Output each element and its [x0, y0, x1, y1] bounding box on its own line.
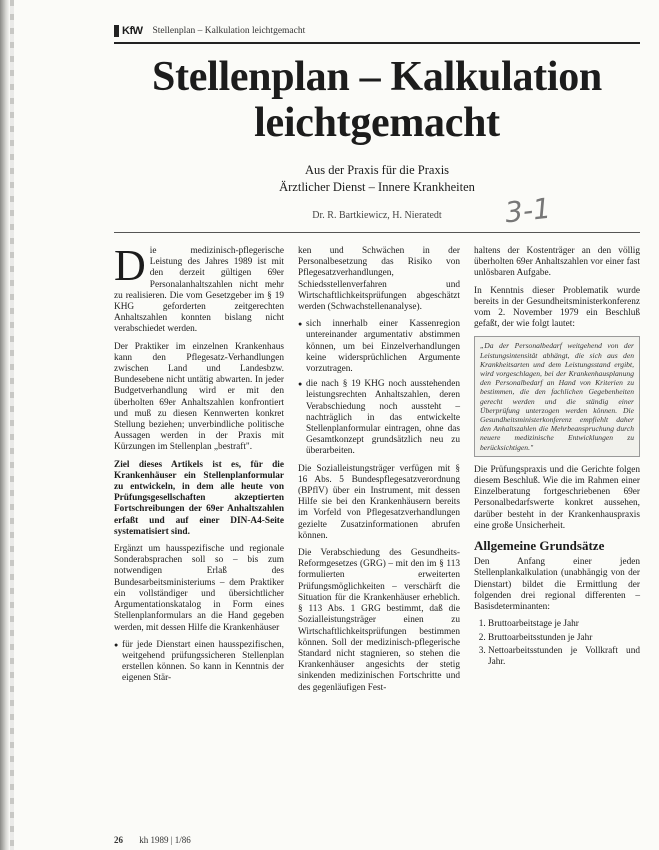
running-header [114, 22, 640, 40]
column-1 [114, 241, 284, 691]
paragraph: Der Praktiker im einzelnen Krankenhaus kann den Pflegesatz-Verhandlungen zwischen Land und Landesbzw. Bundesebene nicht untätig abwarten. In jeder Budgetverhandlung wird er mit den überholten 69er Anhaltszahlen konfrontiert und muß zu diesen Kennwerten konkret Stellung beziehen; unverbindliche politische Aussagen werden in der Praxis mit Kürzungen im Stellenplan „bestraft". [114, 341, 284, 453]
list-item: 3. Nettoarbeitsstunden je Vollkraft und Jahr. [488, 646, 640, 668]
handwritten-note: 3-1 [503, 191, 553, 230]
drop-cap: D [114, 241, 146, 290]
paragraph: ken und Schwächen in der Personalbesetzung das Risiko von Pflegesatzverhandlungen, Schiedsstellenverfahren und Wirtschaftlichkeitsprüfungen abgeschätzt werden (Schwachstellenanalyse). [298, 246, 460, 313]
paragraph: Die Sozialleistungsträger verfügen mit § 16 Abs. 5 Bundespflegesatzverordnung (BPflV) über ein Instrument, mit dessen Hilfe sie bei den Krankenhäusern bereits im Vorfeld von Pflegesatzverhandlungen gezielte Zusatzinformationen abrufen können. [298, 463, 460, 541]
list-item: 1. Bruttoarbeitstage je Jahr [488, 619, 640, 630]
page-number: 26 [114, 835, 123, 845]
aim-paragraph [114, 460, 284, 538]
bullet-list [114, 640, 284, 685]
scan-binding-edge [0, 0, 10, 850]
intro-paragraph [114, 241, 284, 336]
list-item: 2. Bruttoarbeitsstunden je Jahr [488, 633, 640, 644]
running-title: Stellenplan – Kalkulation leichtgemacht [152, 26, 306, 36]
article-authors: Dr. R. Bartkiewicz, H. Nieratedt [312, 210, 442, 221]
numbered-list [474, 619, 640, 668]
title-rule [114, 232, 640, 233]
title-line-1: Stellenplan – Kalkulation [152, 54, 602, 100]
column-3 [474, 246, 640, 670]
page-footer [114, 835, 191, 845]
column-2 [298, 246, 460, 700]
paragraph: Den Anfang einer jeden Stellenplankalkulation (unabhängig von der Dienstart) bildet die Ermittlung der folgenden drei regional differenten – Basisdeterminanten: [474, 557, 640, 613]
title-line-2: leichtgemacht [254, 100, 500, 146]
header-rule [114, 42, 640, 44]
bullet-item: ● für jede Dienstart einen hausspezifischen, weitgehend prüfungssicheren Stellenplan erstellen können. So kann in Kenntnis der eigenen Stär- [114, 640, 284, 685]
paragraph: haltens der Kostenträger an den völlig überholten 69er Anhaltszahlen vor einer fast unlösbaren Aufgabe. [474, 246, 640, 279]
paragraph: Die Verabschiedung des Gesundheits-Reformgesetzes (GRG) – mit den im § 113 formulierten erweiterten Prüfungsmöglichkeiten – verschärft die Situation für die Krankenhäuser erheblich. § 113 Abs. 1 GRG bestimmt, daß die Sozialleistungsträger einen zu Wirtschaftlichkeitsprüfungen bestimmen können. Soll der medizinisch-pflegerische Standard nicht stagnieren, so stehen die Krankenhäuser angesichts der stetig sinkenden medizinischen Fortschritte und des gegenläufigen Fest- [298, 548, 460, 693]
scan-hole-marks [10, 0, 14, 850]
intro-text: ie medizinisch-pflegerische Leistung des Jahres 1989 ist mit den derzeit gültigen 69er Personalanhaltszahlen nicht mehr zu realisieren. Die vom Gesetzgeber im § 19 KHG geforderten zeitgerechten Anhaltszahlen konnten bislang nicht verabschiedet werden. [114, 246, 284, 335]
article-subtitle [114, 162, 640, 196]
journal-logo: KfW [122, 25, 143, 37]
paragraph: Ergänzt um hausspezifische und regionale Sonderabsprachen soll so – bis zum notwendigen Erlaß des Bundesarbeitsministeriums – dem Praktiker ein vollständiger und übersichtlicher Argumentationskatalog in Form eines Stellenplanformulars an die Hand gegeben werden, mit dessen Hilfe die Krankenhäuser [114, 544, 284, 633]
header-marker [114, 25, 119, 37]
bullet-item: ● die nach § 19 KHG noch ausstehenden leistungsrechten Anhaltszahlen, deren Verabschiedung noch aussteht – nachträglich in das entwickelte Stellenplanformular eintragen, ohne das Gesamtkonzept grundsätzlich neu zu überarbeiten. [298, 379, 460, 457]
subtitle-line-2: Ärztlicher Dienst – Innere Krankheiten [279, 180, 475, 194]
issue-info: kh 1989 | 1/86 [139, 835, 191, 845]
paragraph: Die Prüfungspraxis und die Gerichte folgen diesem Beschluß. Wie die im Rahmen einer Einzelberatung fortgeschriebenen 69er Personalbedarfswerte konkret aussehen, darüber besteht in der Krankenhauspraxis eine große Unsicherheit. [474, 464, 640, 531]
quote-box: „Da der Personalbedarf weitgehend von der Leistungsintensität abhängt, die sich aus den Krankheitsarten und dem Leistungsstand ergibt, wird vorgeschlagen, bei der Krankenhausplanung den Personalbedarf an Hand von Kriterien zu bestimmen, die den fachlichen Gegebenheiten gerecht werden und die ständig einer Überprüfung unterzogen werden können. Die Gesundheitsministerkonferenz empfiehlt daher den Anhaltszahlen die Mehrbeanspruchung durch neuere medizinische Entwicklungen zu berücksichtigen." [474, 336, 640, 456]
paragraph: In Kenntnis dieser Problematik wurde bereits in der Gesundheitsministerkonferenz vom 2. November 1979 ein Beschluß gefaßt, der wie folgt lautet: [474, 285, 640, 330]
section-heading: Allgemeine Grundsätze [474, 538, 605, 554]
aim-bold: Krankenhäuser ein Stellenplanformular zu entwickeln, in dem alle heute von Prüfungsgesellschaften akzeptierten Fortschreibungen der 69er Anhaltszahlen erfaßt und auf einer DIN-A4-Seite systematisiert sind. [114, 470, 284, 537]
subtitle-line-1: Aus der Praxis für die Praxis [304, 163, 450, 177]
bullet-item: ● sich innerhalb einer Kassenregion untereinander argumentativ abstimmen können, um bei Einzelverhandlungen keine widersprüchlichen Argumente vorzutragen. [298, 319, 460, 375]
article-title [114, 54, 640, 146]
aim-lead: Ziel dieses Artikels ist es, für die [114, 459, 284, 470]
bullet-list [298, 319, 460, 457]
